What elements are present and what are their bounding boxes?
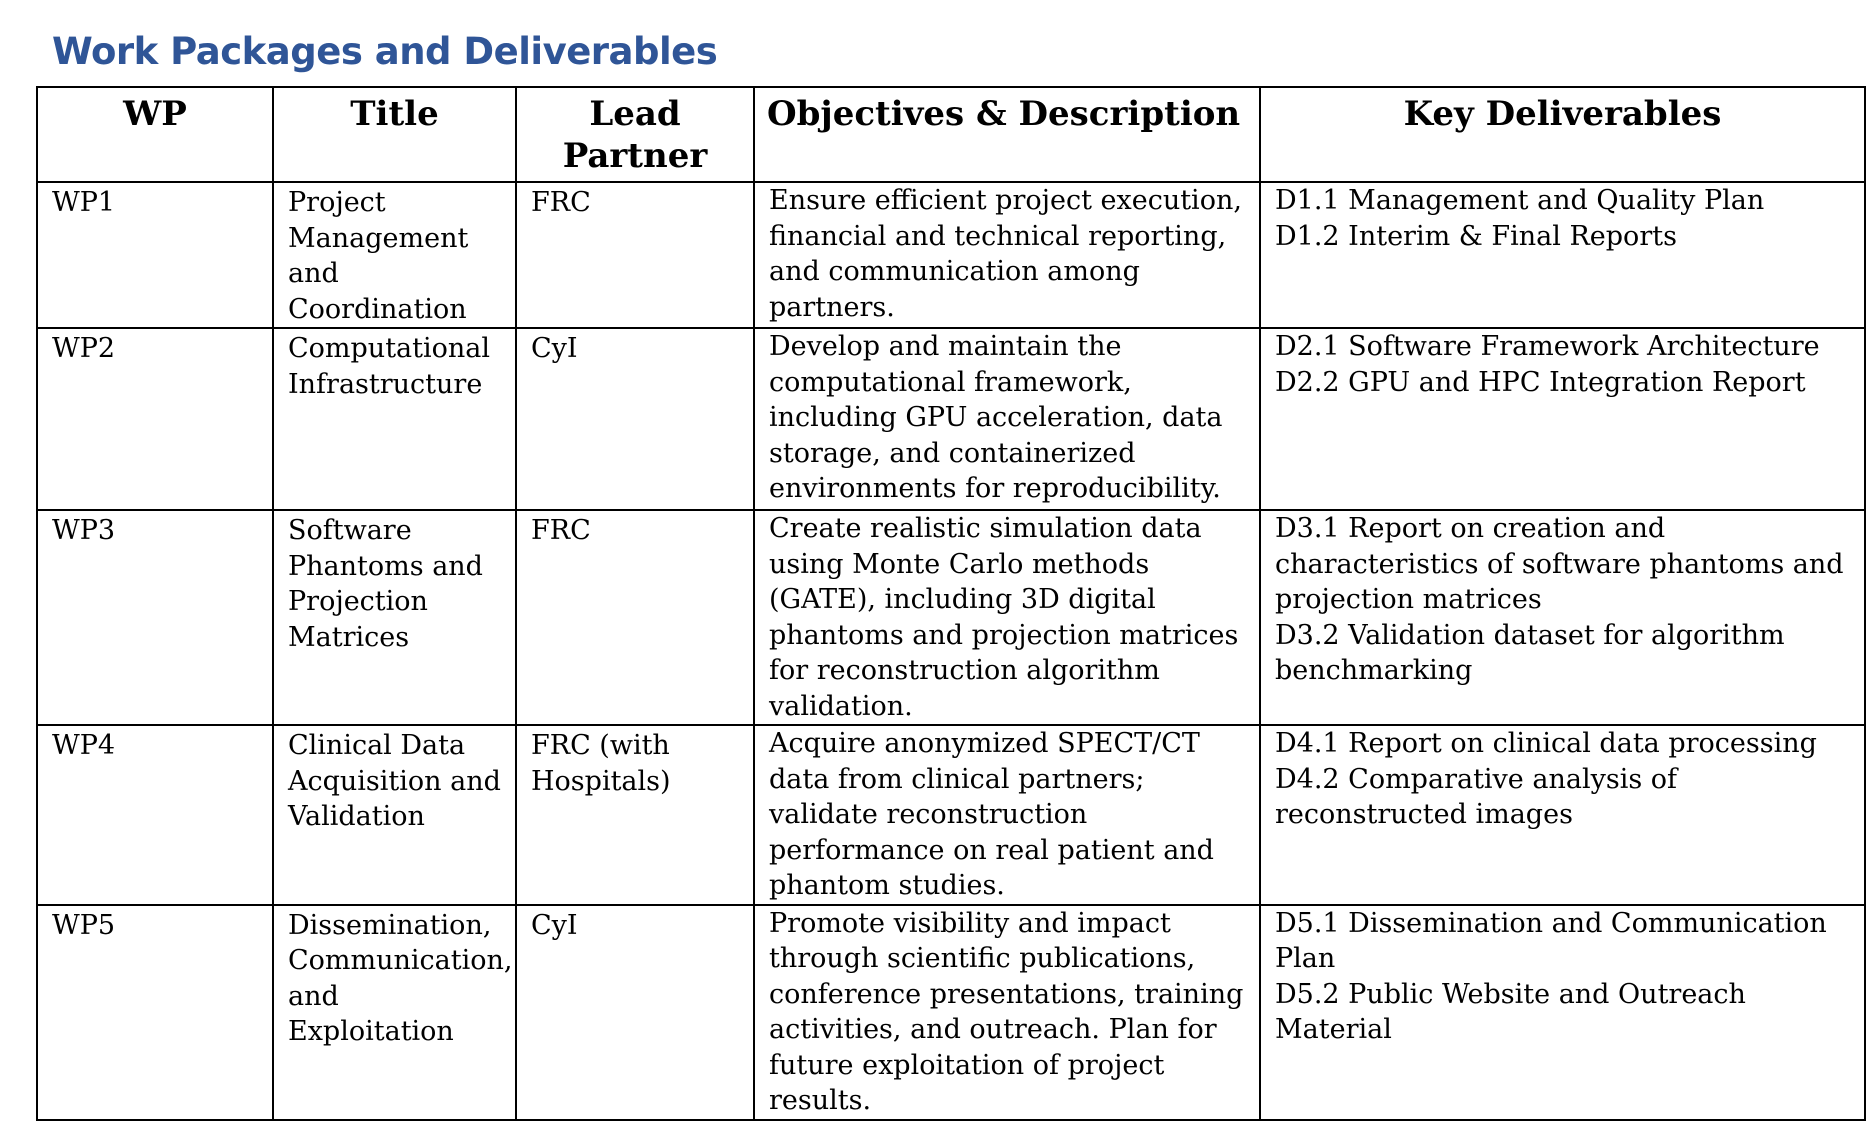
deliverable-item: D4.1 Report on clinical data processing — [1275, 728, 1817, 759]
deliverable-item: D2.1 Software Framework Architecture — [1275, 331, 1820, 362]
header-wp: WP — [37, 87, 273, 182]
wp-title-cell: Dissemination, Communication, and Exploitation — [273, 905, 516, 1120]
deliverables-cell — [1260, 182, 1865, 328]
deliverables-cell — [1260, 905, 1865, 1120]
objectives-cell: Ensure efficient project execution, financial and technical reporting, and communication among partners. — [754, 182, 1260, 328]
deliverable-item: D1.1 Management and Quality Plan — [1275, 185, 1765, 216]
wp-title-cell: Computational Infrastructure — [273, 328, 516, 510]
header-objectives: Objectives & Description — [754, 87, 1260, 182]
work-packages-table — [36, 86, 1866, 1121]
table-row — [37, 725, 1865, 905]
lead-partner-cell: FRC — [516, 182, 754, 328]
deliverable-item: D3.1 Report on creation and characteristics of software phantoms and projection matrices — [1275, 513, 1844, 615]
wp-id-cell: WP2 — [37, 328, 273, 510]
table-row — [37, 328, 1865, 510]
wp-title-cell: Clinical Data Acquisition and Validation — [273, 725, 516, 905]
header-title: Title — [273, 87, 516, 182]
objectives-cell: Develop and maintain the computational framework, including GPU acceleration, data storage, and containerized environments for reproducibility. — [754, 328, 1260, 510]
wp-title-cell: Software Phantoms and Projection Matrices — [273, 510, 516, 725]
header-key-deliverables: Key Deliverables — [1260, 87, 1865, 182]
deliverable-item: D5.1 Dissemination and Communication Plan — [1275, 907, 1827, 974]
section-heading: Work Packages and Deliverables — [52, 30, 718, 73]
lead-partner-cell: CyI — [516, 328, 754, 510]
wp-id-cell: WP3 — [37, 510, 273, 725]
table-row — [37, 905, 1865, 1120]
table-row — [37, 182, 1865, 328]
deliverable-item: D5.2 Public Website and Outreach Material — [1275, 978, 1746, 1045]
deliverables-cell — [1260, 328, 1865, 510]
lead-partner-cell: CyI — [516, 905, 754, 1120]
wp-id-cell: WP5 — [37, 905, 273, 1120]
deliverable-item: D2.2 GPU and HPC Integration Report — [1275, 366, 1806, 398]
wp-title-cell: Project Management and Coordination — [273, 182, 516, 328]
lead-partner-cell: FRC — [516, 510, 754, 725]
deliverable-item: D4.2 Comparative analysis of reconstructed images — [1275, 763, 1678, 830]
objectives-cell: Create realistic simulation data using Monte Carlo methods (GATE), including 3D digital phantoms and projection matrices for reconstruction algorithm validation. — [754, 510, 1260, 725]
lead-partner-cell: FRC (with Hospitals) — [516, 725, 754, 905]
deliverable-item: D3.2 Validation dataset for algorithm benchmarking — [1275, 619, 1785, 686]
header-lead-partner: Lead Partner — [516, 87, 754, 182]
table-header-row — [37, 87, 1865, 182]
deliverables-cell — [1260, 510, 1865, 725]
deliverable-item: D1.2 Interim & Final Reports — [1275, 220, 1677, 252]
wp-id-cell: WP4 — [37, 725, 273, 905]
deliverables-cell — [1260, 725, 1865, 905]
objectives-cell: Acquire anonymized SPECT/CT data from clinical partners; validate reconstruction performance on real patient and phantom studies. — [754, 725, 1260, 905]
table-row — [37, 510, 1865, 725]
objectives-cell: Promote visibility and impact through scientific publications, conference presentations, training activities, and outreach. Plan for future exploitation of project results. — [754, 905, 1260, 1120]
wp-id-cell: WP1 — [37, 182, 273, 328]
